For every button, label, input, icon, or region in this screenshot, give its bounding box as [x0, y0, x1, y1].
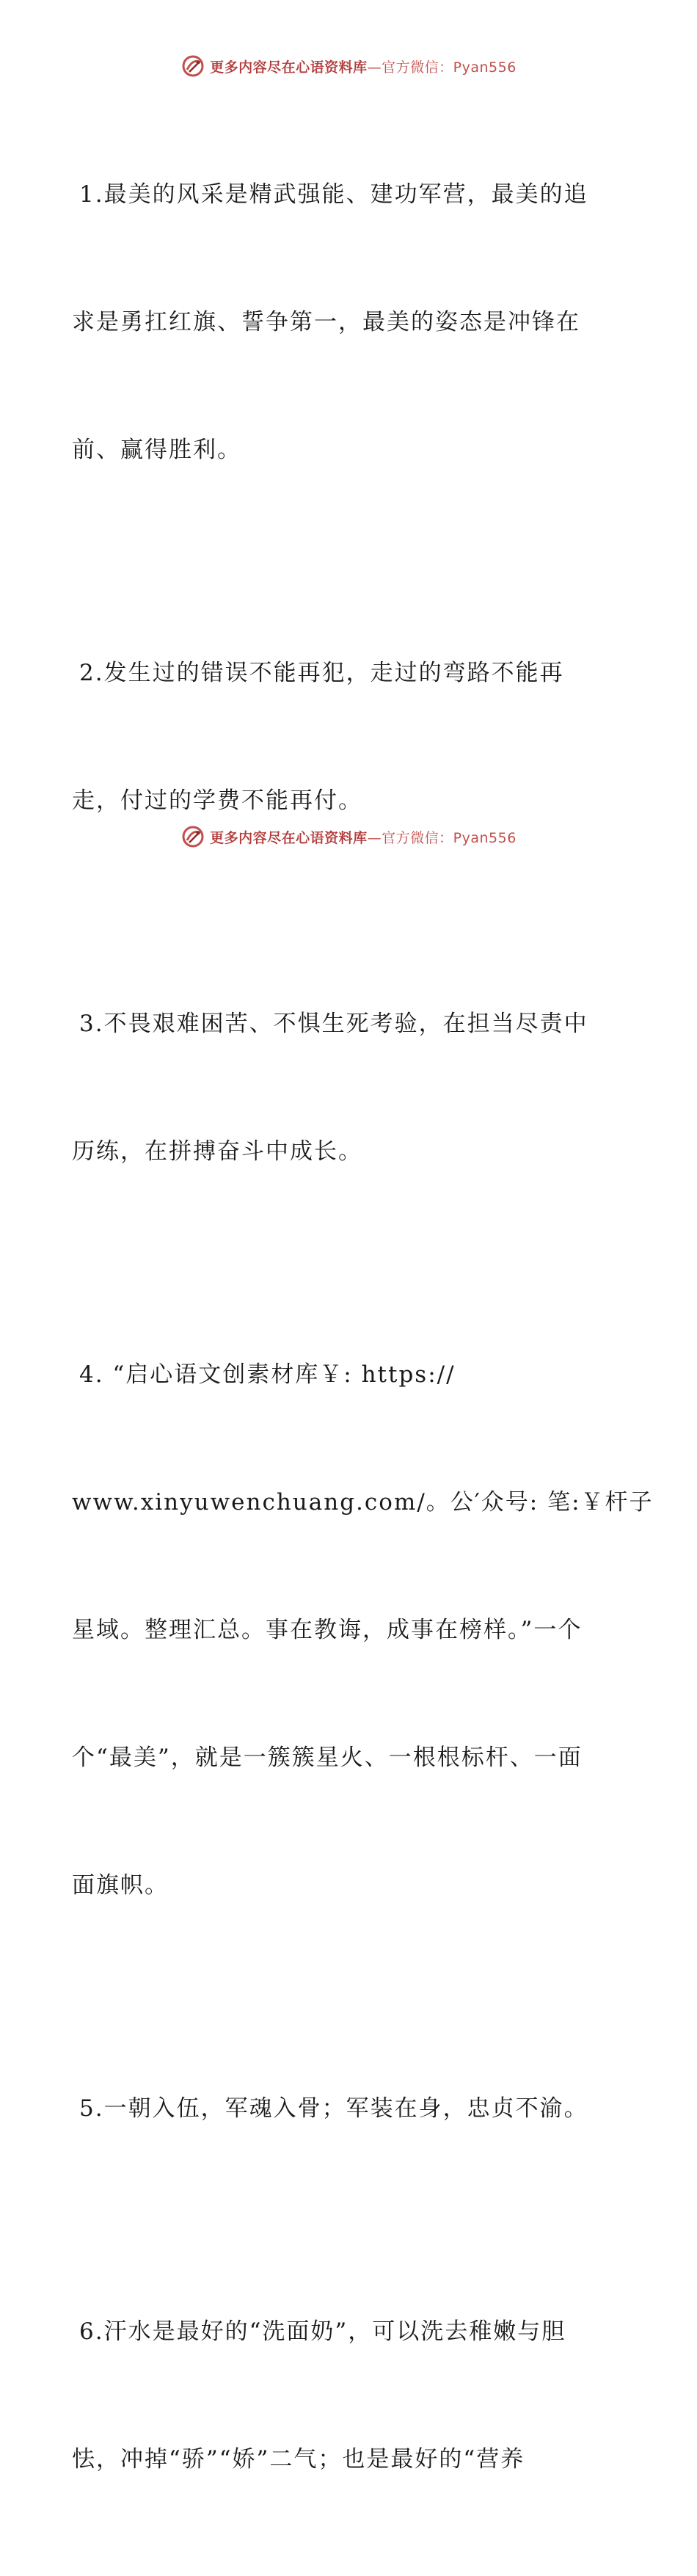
- paragraph-line: 2.发生过的错误不能再犯，走过的弯路不能再: [79, 660, 564, 686]
- document-body: [72, 88, 654, 2576]
- paragraph-line: www.xinyuwenchuang.com/。公′众号: 笔:￥杆子: [72, 1489, 654, 1516]
- paragraph-line: 面旗帜。: [72, 1872, 169, 1899]
- footer-banner-inner: [180, 824, 517, 849]
- paragraph-3: [72, 917, 630, 1258]
- paragraph-line: 星域。整理汇总。事在教诲，成事在榜样。”一个: [72, 1617, 583, 1643]
- footer-banner-sep: —: [367, 829, 382, 846]
- header-banner-wechat: 官方微信：Pyan556: [382, 59, 517, 76]
- paragraph-line: 历练，在拼搏奋斗中成长。: [72, 1138, 362, 1165]
- header-banner-main: 更多内容尽在心语资料库: [210, 59, 368, 76]
- paragraph-line: 1.最美的风采是精武强能、建功军营，最美的追: [79, 181, 588, 208]
- paragraph-line: 走，付过的学费不能再付。: [72, 787, 362, 814]
- paragraph-2: [72, 567, 630, 907]
- paragraph-5: [72, 2002, 630, 2215]
- header-banner-sep: —: [367, 59, 382, 76]
- footer-banner-wechat: 官方微信：Pyan556: [382, 829, 517, 846]
- paragraph-1: [72, 88, 630, 556]
- footer-banner: [0, 822, 697, 851]
- footer-banner-text: [210, 827, 517, 847]
- brand-logo-icon: [180, 824, 205, 849]
- paragraph-4: [72, 1268, 654, 1992]
- paragraph-line: 5.一朝入伍，军魂入骨；军装在身，忠贞不渝。: [79, 2095, 588, 2122]
- paragraph-line: 前、赢得胜利。: [72, 437, 241, 463]
- paragraph-line: 个“最美”，就是一簇簇星火、一根根标杆、一面: [72, 1744, 583, 1771]
- paragraph-line: 求是勇扛红旗、誓争第一，最美的姿态是冲锋在: [72, 309, 580, 335]
- footer-banner-main: 更多内容尽在心语资料库: [210, 829, 368, 846]
- header-banner-inner: [180, 54, 517, 79]
- header-banner-text: [210, 57, 517, 76]
- brand-logo-icon: [180, 54, 205, 79]
- paragraph-line: 3.不畏艰难困苦、不惧生死考验，在担当尽责中: [79, 1011, 588, 1037]
- header-banner: [0, 51, 697, 81]
- paragraph-line: 怯，冲掉“骄”“娇”二气；也是最好的“营养: [72, 2446, 525, 2473]
- paragraph-line: 6.汗水是最好的“洗面奶”，可以洗去稚嫩与胆: [79, 2318, 566, 2345]
- paragraph-line: 4. “启心语文创素材库￥: https://: [79, 1361, 456, 1388]
- paragraph-6: [72, 2225, 630, 2566]
